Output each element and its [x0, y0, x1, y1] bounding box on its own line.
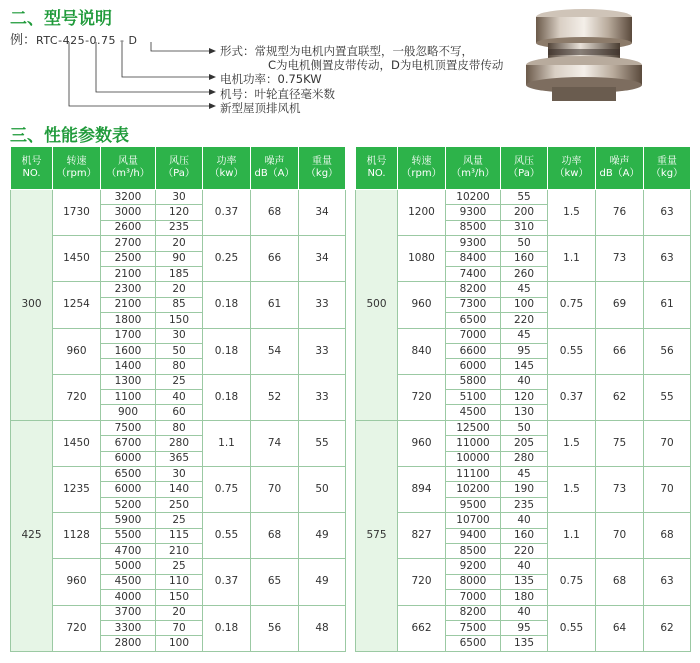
header-cell: [356, 147, 398, 190]
pressure-cell: 40: [156, 390, 203, 405]
speed-cell: 720: [398, 374, 446, 420]
power-cell: 0.18: [203, 282, 251, 328]
header-cell: [203, 147, 251, 190]
weight-cell: 68: [644, 513, 691, 559]
pressure-cell: 45: [501, 467, 548, 482]
header-cell: [11, 147, 53, 190]
header-unit: NO.: [22, 168, 41, 179]
weight-cell: 63: [644, 236, 691, 282]
power-cell: 0.75: [203, 467, 251, 513]
power-cell: 1.5: [548, 420, 596, 466]
pressure-cell: 260: [501, 266, 548, 281]
weight-cell: 63: [644, 190, 691, 236]
pressure-cell: 150: [156, 313, 203, 328]
header-label: 机号: [21, 156, 42, 167]
power-cell: 0.55: [548, 328, 596, 374]
pressure-cell: 30: [156, 467, 203, 482]
weight-cell: 34: [299, 190, 346, 236]
power-cell: 0.75: [548, 282, 596, 328]
weight-cell: 55: [299, 420, 346, 466]
section-title-model: 二、型号说明: [10, 9, 112, 29]
flow-cell: 6500: [446, 313, 501, 328]
table-row: [11, 236, 346, 251]
power-cell: 1.5: [548, 467, 596, 513]
table-row: [356, 374, 691, 389]
table-row: [356, 605, 691, 620]
table-row: [356, 513, 691, 528]
flow-cell: 2500: [101, 251, 156, 266]
table-row: [11, 605, 346, 620]
flow-cell: 2300: [101, 282, 156, 297]
flow-cell: 9300: [446, 205, 501, 220]
pressure-cell: 220: [501, 313, 548, 328]
flow-cell: 10200: [446, 482, 501, 497]
flow-cell: 1600: [101, 343, 156, 358]
product-photo: [522, 5, 647, 115]
weight-cell: 48: [299, 605, 346, 651]
speed-cell: 827: [398, 513, 446, 559]
noise-cell: 66: [596, 328, 644, 374]
power-cell: 1.1: [203, 420, 251, 466]
flow-cell: 1800: [101, 313, 156, 328]
pressure-cell: 80: [156, 420, 203, 435]
noise-cell: 70: [596, 513, 644, 559]
power-cell: 0.55: [548, 605, 596, 651]
flow-cell: 9500: [446, 497, 501, 512]
pressure-cell: 20: [156, 605, 203, 620]
flow-cell: 8500: [446, 220, 501, 235]
flow-cell: 4500: [446, 405, 501, 420]
header-unit: dB（A）: [599, 168, 640, 179]
pressure-cell: 200: [501, 205, 548, 220]
flow-cell: 900: [101, 405, 156, 420]
flow-cell: 7500: [101, 420, 156, 435]
header-label: 功率: [561, 156, 582, 167]
pressure-cell: 250: [156, 497, 203, 512]
pressure-cell: 135: [501, 636, 548, 651]
power-cell: 0.55: [203, 513, 251, 559]
weight-cell: 63: [644, 559, 691, 605]
header-cell: [299, 147, 346, 190]
pressure-cell: 235: [156, 220, 203, 235]
header-row: [11, 147, 346, 190]
weight-cell: 61: [644, 282, 691, 328]
pressure-cell: 95: [501, 620, 548, 635]
flow-cell: 10700: [446, 513, 501, 528]
flow-cell: 8200: [446, 282, 501, 297]
header-unit: （Pa）: [163, 168, 195, 179]
pressure-cell: 85: [156, 297, 203, 312]
speed-cell: 840: [398, 328, 446, 374]
flow-cell: 2100: [101, 297, 156, 312]
note-form-line2: C为电机侧置皮带传动，D为电机顶置皮带传动: [268, 58, 504, 72]
weight-cell: 70: [644, 420, 691, 466]
noise-cell: 52: [251, 374, 299, 420]
flow-cell: 6700: [101, 436, 156, 451]
noise-cell: 61: [251, 282, 299, 328]
flow-cell: 7500: [446, 620, 501, 635]
flow-cell: 1100: [101, 390, 156, 405]
flow-cell: 6000: [101, 482, 156, 497]
header-cell: [251, 147, 299, 190]
pressure-cell: 25: [156, 513, 203, 528]
power-cell: 1.1: [548, 513, 596, 559]
power-cell: 1.5: [548, 190, 596, 236]
noise-cell: 74: [251, 420, 299, 466]
flow-cell: 8200: [446, 605, 501, 620]
model-prefix: 例：: [10, 33, 37, 48]
speed-cell: 960: [398, 420, 446, 466]
power-cell: 0.18: [203, 605, 251, 651]
speed-cell: 960: [398, 282, 446, 328]
pressure-cell: 95: [501, 343, 548, 358]
header-unit: dB（A）: [254, 168, 295, 179]
table-row: [11, 513, 346, 528]
pressure-cell: 60: [156, 405, 203, 420]
power-cell: 0.37: [203, 190, 251, 236]
noise-cell: 68: [251, 190, 299, 236]
pressure-cell: 160: [501, 251, 548, 266]
flow-cell: 9200: [446, 559, 501, 574]
noise-cell: 54: [251, 328, 299, 374]
weight-cell: 56: [644, 328, 691, 374]
note-number: 机号：叶轮直径毫米数: [220, 87, 335, 101]
header-label: 风量: [463, 156, 483, 167]
pressure-cell: 45: [501, 328, 548, 343]
flow-cell: 10200: [446, 190, 501, 205]
header-cell: [101, 147, 156, 190]
header-cell: [53, 147, 101, 190]
flow-cell: 4500: [101, 574, 156, 589]
header-unit: （kw）: [554, 168, 589, 179]
pressure-cell: 145: [501, 359, 548, 374]
pressure-cell: 50: [501, 236, 548, 251]
flow-cell: 5800: [446, 374, 501, 389]
table-row: [356, 559, 691, 574]
weight-cell: 49: [299, 559, 346, 605]
flow-cell: 8400: [446, 251, 501, 266]
header-label: 转速: [411, 156, 432, 167]
note-type: 新型屋顶排风机: [220, 101, 301, 115]
header-label: 转速: [66, 156, 87, 167]
flow-cell: 8500: [446, 543, 501, 558]
section-title-performance: 三、性能参数表: [10, 126, 129, 146]
table-row: [11, 467, 346, 482]
fan-number: 300: [11, 190, 53, 421]
pressure-cell: 45: [501, 282, 548, 297]
pressure-cell: 205: [501, 436, 548, 451]
header-label: 风量: [118, 156, 138, 167]
flow-cell: 6000: [446, 359, 501, 374]
header-unit: （rpm）: [401, 168, 442, 179]
speed-cell: 960: [53, 328, 101, 374]
flow-cell: 7400: [446, 266, 501, 281]
noise-cell: 66: [251, 236, 299, 282]
pressure-cell: 70: [156, 620, 203, 635]
pressure-cell: 40: [501, 559, 548, 574]
model-code: RTC-425-0.75 - D: [36, 34, 138, 47]
flow-cell: 5200: [101, 497, 156, 512]
flow-cell: 9400: [446, 528, 501, 543]
pressure-cell: 40: [501, 513, 548, 528]
flow-cell: 6500: [101, 467, 156, 482]
flow-cell: 2600: [101, 220, 156, 235]
flow-cell: 6000: [101, 451, 156, 466]
flow-cell: 3000: [101, 205, 156, 220]
pressure-cell: 25: [156, 559, 203, 574]
header-unit: （kw）: [209, 168, 244, 179]
header-label: 重量: [657, 156, 677, 167]
fan-number: 425: [11, 420, 53, 651]
header-cell: [398, 147, 446, 190]
pressure-cell: 150: [156, 590, 203, 605]
flow-cell: 3700: [101, 605, 156, 620]
pressure-cell: 30: [156, 190, 203, 205]
header-cell: [446, 147, 501, 190]
flow-cell: 3300: [101, 620, 156, 635]
pressure-cell: 50: [156, 343, 203, 358]
pressure-cell: 80: [156, 359, 203, 374]
speed-cell: 720: [398, 559, 446, 605]
flow-cell: 10000: [446, 451, 501, 466]
speed-cell: 720: [53, 605, 101, 651]
pressure-cell: 100: [156, 636, 203, 651]
header-row: [356, 147, 691, 190]
header-cell: [644, 147, 691, 190]
flow-cell: 6600: [446, 343, 501, 358]
pressure-cell: 190: [501, 482, 548, 497]
weight-cell: 33: [299, 328, 346, 374]
fan-number: 575: [356, 420, 398, 651]
header-label: 噪声: [264, 156, 285, 167]
table-row: [11, 328, 346, 343]
pressure-cell: 30: [156, 328, 203, 343]
power-cell: 0.18: [203, 374, 251, 420]
pressure-cell: 90: [156, 251, 203, 266]
pressure-cell: 40: [501, 605, 548, 620]
pressure-cell: 210: [156, 543, 203, 558]
header-cell: [596, 147, 644, 190]
header-unit: NO.: [367, 168, 386, 179]
flow-cell: 5000: [101, 559, 156, 574]
power-cell: 0.18: [203, 328, 251, 374]
header-label: 风压: [514, 156, 534, 167]
power-cell: 1.1: [548, 236, 596, 282]
flow-cell: 4000: [101, 590, 156, 605]
speed-cell: 894: [398, 467, 446, 513]
header-unit: （rpm）: [56, 168, 97, 179]
noise-cell: 64: [596, 605, 644, 651]
speed-cell: 1450: [53, 420, 101, 466]
table-row: [356, 467, 691, 482]
speed-cell: 1128: [53, 513, 101, 559]
pressure-cell: 365: [156, 451, 203, 466]
flow-cell: 7000: [446, 590, 501, 605]
flow-cell: 9300: [446, 236, 501, 251]
flow-cell: 1400: [101, 359, 156, 374]
header-unit: （kg）: [650, 168, 684, 179]
flow-cell: 5900: [101, 513, 156, 528]
table-row: [356, 236, 691, 251]
speed-cell: 1235: [53, 467, 101, 513]
pressure-cell: 160: [501, 528, 548, 543]
pressure-cell: 115: [156, 528, 203, 543]
header-unit: （m³/h）: [451, 168, 495, 179]
noise-cell: 69: [596, 282, 644, 328]
flow-cell: 1700: [101, 328, 156, 343]
header-unit: （m³/h）: [106, 168, 150, 179]
speed-cell: 1080: [398, 236, 446, 282]
flow-cell: 7000: [446, 328, 501, 343]
speed-cell: 1450: [53, 236, 101, 282]
speed-cell: 720: [53, 374, 101, 420]
weight-cell: 70: [644, 467, 691, 513]
flow-cell: 12500: [446, 420, 501, 435]
noise-cell: 76: [596, 190, 644, 236]
power-cell: 0.37: [203, 559, 251, 605]
pressure-cell: 140: [156, 482, 203, 497]
fan-number: 500: [356, 190, 398, 421]
table-row: [11, 282, 346, 297]
noise-cell: 56: [251, 605, 299, 651]
pressure-cell: 100: [501, 297, 548, 312]
note-power: 电机功率：0.75KW: [220, 72, 322, 86]
pressure-cell: 280: [501, 451, 548, 466]
speed-cell: 1200: [398, 190, 446, 236]
pressure-cell: 20: [156, 282, 203, 297]
flow-cell: 5500: [101, 528, 156, 543]
header-label: 噪声: [609, 156, 630, 167]
noise-cell: 62: [596, 374, 644, 420]
header-cell: [548, 147, 596, 190]
pressure-cell: 120: [156, 205, 203, 220]
weight-cell: 62: [644, 605, 691, 651]
noise-cell: 73: [596, 236, 644, 282]
note-form-line1: 形式：常规型为电机内置直联型，一般忽略不写，: [220, 44, 473, 58]
noise-cell: 65: [251, 559, 299, 605]
table-row: [11, 420, 346, 435]
header-unit: （kg）: [305, 168, 339, 179]
pressure-cell: 40: [501, 374, 548, 389]
weight-cell: 49: [299, 513, 346, 559]
header-cell: [501, 147, 548, 190]
noise-cell: 68: [251, 513, 299, 559]
flow-cell: 11100: [446, 467, 501, 482]
flow-cell: 4700: [101, 543, 156, 558]
flow-cell: 8000: [446, 574, 501, 589]
flow-cell: 6500: [446, 636, 501, 651]
pressure-cell: 20: [156, 236, 203, 251]
flow-cell: 2700: [101, 236, 156, 251]
pressure-cell: 310: [501, 220, 548, 235]
power-cell: 0.25: [203, 236, 251, 282]
table-row: [356, 282, 691, 297]
noise-cell: 68: [596, 559, 644, 605]
header-label: 重量: [312, 156, 332, 167]
flow-cell: 1300: [101, 374, 156, 389]
speed-cell: 1730: [53, 190, 101, 236]
speed-cell: 1254: [53, 282, 101, 328]
pressure-cell: 235: [501, 497, 548, 512]
noise-cell: 73: [596, 467, 644, 513]
table-row: [11, 374, 346, 389]
pressure-cell: 180: [501, 590, 548, 605]
table-row: [356, 420, 691, 435]
table-row: [356, 328, 691, 343]
flow-cell: 5100: [446, 390, 501, 405]
flow-cell: 2100: [101, 266, 156, 281]
table-row: [11, 559, 346, 574]
table-row: [356, 190, 691, 205]
pressure-cell: 185: [156, 266, 203, 281]
pressure-cell: 130: [501, 405, 548, 420]
weight-cell: 55: [644, 374, 691, 420]
weight-cell: 33: [299, 282, 346, 328]
weight-cell: 34: [299, 236, 346, 282]
noise-cell: 75: [596, 420, 644, 466]
pressure-cell: 110: [156, 574, 203, 589]
table-row: [11, 190, 346, 205]
weight-cell: 50: [299, 467, 346, 513]
flow-cell: 7300: [446, 297, 501, 312]
pressure-cell: 135: [501, 574, 548, 589]
header-label: 机号: [366, 156, 387, 167]
power-cell: 0.75: [548, 559, 596, 605]
flow-cell: 2800: [101, 636, 156, 651]
pressure-cell: 120: [501, 390, 548, 405]
pressure-cell: 55: [501, 190, 548, 205]
weight-cell: 33: [299, 374, 346, 420]
speed-cell: 662: [398, 605, 446, 651]
power-cell: 0.37: [548, 374, 596, 420]
speed-cell: 960: [53, 559, 101, 605]
header-cell: [156, 147, 203, 190]
header-label: 风压: [169, 156, 189, 167]
header-label: 功率: [216, 156, 237, 167]
pressure-cell: 220: [501, 543, 548, 558]
performance-table-left: [10, 146, 346, 652]
performance-table-right: [355, 146, 691, 652]
pressure-cell: 25: [156, 374, 203, 389]
flow-cell: 11000: [446, 436, 501, 451]
pressure-cell: 280: [156, 436, 203, 451]
flow-cell: 3200: [101, 190, 156, 205]
header-unit: （Pa）: [508, 168, 540, 179]
noise-cell: 70: [251, 467, 299, 513]
pressure-cell: 50: [501, 420, 548, 435]
